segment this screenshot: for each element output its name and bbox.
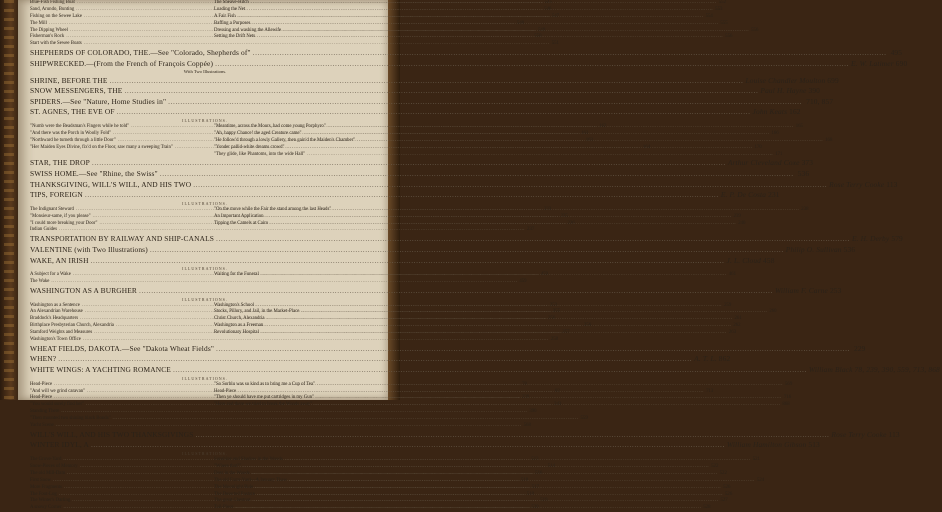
wake-illustrations	[30, 272, 736, 286]
article-entry: WINTER IDYL, A ..... William Hamilton Gibson 513	[30, 440, 380, 451]
illustrations-heading: ILLUSTRATIONS.	[182, 296, 228, 302]
index-entry: Sunshine and Shadow in the Woods ..... 521	[214, 457, 380, 464]
index-entry: The Deserted Pasture ..... 526	[214, 492, 380, 499]
index-entry: "Ah, happy Chance! the aged Creature came" ..... 166	[214, 131, 380, 138]
index-entry: The Winter's Darling ..... 519	[30, 498, 196, 505]
article-entry: WILL'S WILL, AND HIS TWO THANKSGIVINGS ..... Rose Terry Cooke 113	[30, 430, 380, 441]
index-entry: Head-Piece ..... 239	[30, 395, 196, 402]
index-entry: Birthplace Presbyterian Church, Alexandria ..... 256	[30, 323, 196, 330]
article-entry: WHITE WINGS: A YACHTING ROMANCE ..... William Black 78, 239, 390, 559, 713, 868	[30, 365, 380, 376]
index-entry: "Then ye should have me put cartridges in my Gun" ..... 716	[214, 395, 380, 402]
index-entry: Baffing a Purposes ..... 555	[214, 21, 380, 28]
index-entry: "They glide, like Phantoms, into the wide Hall" ..... 171	[214, 152, 380, 159]
index-entry: Revolutionary Hospital ..... 263	[214, 330, 380, 337]
index-entry: "Here and there we tried to break the Woods away" ..... 868	[214, 402, 380, 409]
index-entry: Standing There ..... 390	[30, 409, 196, 416]
index-entry: Washington as a Freeman ..... 262	[214, 323, 380, 330]
index-entry: Christ Church, Alexandria ..... 261	[214, 316, 380, 323]
index-entry: Loading the Net ..... 553	[214, 7, 380, 14]
index-entry: The Mill ..... 548	[30, 21, 196, 28]
index-entry: A snowy Corner ..... 520	[30, 505, 196, 512]
index-entry: Washington as a Sentence ..... 253	[30, 303, 196, 310]
index-entry: "And there was the Porch in Woolly Fold" ..... 163	[30, 131, 196, 138]
index-entry: Fishing on the Sewee Lake ..... 547	[30, 14, 196, 21]
article-entry: SWISS HOME.—See "Rhine, the Swiss" ..... 536	[30, 169, 380, 180]
index-entry: "I could more breaking your Door" ..... 236	[30, 221, 196, 228]
article-entry: THANKSGIVING, WILL'S WILL, AND HIS TWO ..... Rose Terry Cooke 113	[30, 180, 380, 191]
article-entry: ST. AGNES, THE EVE OF ..... John Keats 162	[30, 107, 380, 118]
illustrations-heading: ILLUSTRATIONS.	[182, 266, 228, 272]
index-entry: The Indignant Steward ..... 233	[30, 207, 196, 214]
article-entry: WHEN? ..... A. T. L. 862	[30, 354, 380, 365]
fishing-illustrations	[30, 0, 759, 48]
article-entry: WASHINGTON AS A BURGHER ..... William F. Carne 253	[30, 286, 380, 297]
index-entry: "Northward he turneth through a little Door" ..... 163	[30, 138, 196, 145]
article-entry: STAR, THE DROP ..... Arthur Cleveland Coxe 373	[30, 158, 380, 169]
illustrations-heading: ILLUSTRATIONS.	[182, 117, 228, 123]
winter-illustrations	[30, 457, 765, 512]
index-entry: Tail-Piece ..... 528	[214, 505, 380, 512]
book-binding	[0, 0, 18, 400]
index-entry: "Monsieur-same, if you please" ..... 235	[30, 214, 196, 221]
index-entry: Dressing and washing the Allewife ..... 556	[214, 28, 380, 35]
agnes-illustrations	[30, 123, 833, 158]
index-page	[18, 0, 940, 511]
index-entry: The Moonlight Ride ..... 526	[214, 485, 380, 492]
index-entry: The Foot-Log ..... 518	[30, 492, 196, 499]
index-entry: Snow-Pieces of Memory ..... 514	[30, 464, 196, 471]
index-entry: Yacht Scene ..... 568	[30, 423, 196, 430]
index-content	[30, 0, 940, 512]
article-entry: SPIDERS.—See "Nature, Home Studies in" ..... 710, 857	[30, 97, 380, 108]
index-entry: The Sheave-Hitch ..... 552	[214, 0, 380, 7]
index-entry: "Numb were the Beadsman's Fingers while he told" ..... 162	[30, 124, 196, 131]
index-entry: An Important Application ..... 239	[214, 214, 380, 221]
index-entry: Tipping the Camels at Cairo ..... 240	[214, 221, 380, 228]
index-entry: A Fair Fish ..... 554	[214, 14, 380, 21]
index-entry: "Yonder pallid-white dreams crowd" ..... 170	[214, 145, 380, 152]
article-entry: TRANSPORTATION BY RAILWAY AND SHIP-CANALS ..... E. H. Derby 579	[30, 234, 380, 245]
index-entry: "And will we grind caravan" ..... 82	[30, 389, 196, 396]
index-entry: Start with the Sewee Boats ..... 551	[30, 41, 196, 48]
article-entry: SHIPWRECKED.—(From the French of François Coppée) ..... E. W. Latimer 690	[30, 59, 380, 70]
illustrations-heading: ILLUSTRATIONS.	[182, 200, 228, 206]
index-entry: An Alexandrian Warehouse ..... 255	[30, 309, 196, 316]
illustrations-heading: ILLUSTRATIONS.	[182, 451, 228, 457]
index-entry: "You would surely find her" ..... 243	[30, 402, 196, 409]
article-entry: TIPS, FOREIGN ..... E. P. De Costa 231	[30, 190, 380, 201]
index-entry: Waiting for the Funeral ..... 461	[214, 272, 380, 279]
article-entry: WAKE, AN IRISH ..... J. L. Cloud 458	[30, 256, 380, 267]
index-entry: Sand, Arundo, Bunting ..... 546	[30, 7, 196, 14]
index-entry: Stamford Weights and Measures ..... 257	[30, 330, 196, 337]
illustrations-heading: ILLUSTRATIONS.	[182, 375, 228, 381]
index-entry: The Dipping Wheel ..... 549	[30, 28, 196, 35]
index-entry: "So Sorblu was so kind as to bring me a Cup of Tea" ..... 569	[214, 382, 380, 389]
index-entry: "Her Maiden Eyes Divine, fix'd on the Floor, saw many a sweeping Train" ..... 164	[30, 145, 196, 152]
article-entry: SHRINE, BEFORE THE ..... Louise Chandler Moulton 699	[30, 76, 380, 87]
index-entry: First Snow ..... 518	[30, 478, 196, 485]
index-entry: Indian Guides ..... 237	[30, 227, 196, 234]
index-entry: The old Mill-Dam ..... 516	[30, 471, 196, 478]
index-entry: "Where that?" ..... 522	[214, 464, 380, 471]
index-entry: "On the move while the Fair the stand among the last Heads" ..... 238	[214, 207, 380, 214]
index-entry: The great Chestnut ..... 527	[214, 498, 380, 505]
index-entry: "Meantime, across the Moors, had come young Porphyro" ..... 165	[214, 124, 380, 131]
article-entry: VALENTINE (with Two Illustrations) ..... Philip O. Sullivan 536	[30, 245, 380, 256]
index-entry: Setting the Drift Nets ..... 556	[214, 34, 380, 41]
article-subtitle: With Two Illustrations.	[183, 69, 227, 75]
index-entry: The Grove-Yard ..... 513	[30, 457, 196, 464]
index-entry: A Subject for a Wake ..... 459	[30, 272, 196, 279]
index-entry: Head-Piece ..... 713	[214, 389, 380, 396]
index-entry: Washington's School ..... 259	[214, 303, 380, 310]
index-entry: Deer in the Woods ..... 522	[214, 471, 380, 478]
tips-illustrations	[30, 206, 809, 235]
index-entry: "He follow'd through a lowly Gallery, then gain'd the Maiden's Chamber" ..... 168	[214, 138, 380, 145]
index-entry: Braddock's Headquarters ..... 256	[30, 316, 196, 323]
washington-illustrations	[30, 302, 777, 344]
article-entry: SNOW MESSENGERS, THE ..... Paul H. Hayne 390	[30, 86, 380, 97]
index-entry: Fisherman's Rock ..... 550	[30, 34, 196, 41]
index-entry: Blue-Fish Fishing Boat ..... 545	[30, 0, 196, 7]
index-entry: More Fragments ..... 517	[30, 485, 196, 492]
index-entry: Head-Piece ..... 78	[30, 382, 196, 389]
article-entry: WHEAT FIELDS, DAKOTA.—See "Dakota Wheat Fields" ..... 229	[30, 344, 380, 355]
index-entry: Stocks, Pillory, and Jail, in the Market-Place ..... 260	[214, 309, 380, 316]
index-entry: The old Farm-Yard—A January Thaw ..... 524	[214, 478, 380, 485]
index-entry: Washington's Town Office ..... 258	[30, 337, 196, 344]
article-entry: SHEPHERDS OF COLORADO, THE.—See "Colorado, Shepherds of" ..... 495	[30, 48, 380, 59]
index-entry: "Then mounted two shining black Bonds" ..... 559	[30, 416, 196, 423]
white-wings-illustrations	[30, 381, 793, 430]
index-entry: The Wake ..... 459	[30, 279, 196, 286]
